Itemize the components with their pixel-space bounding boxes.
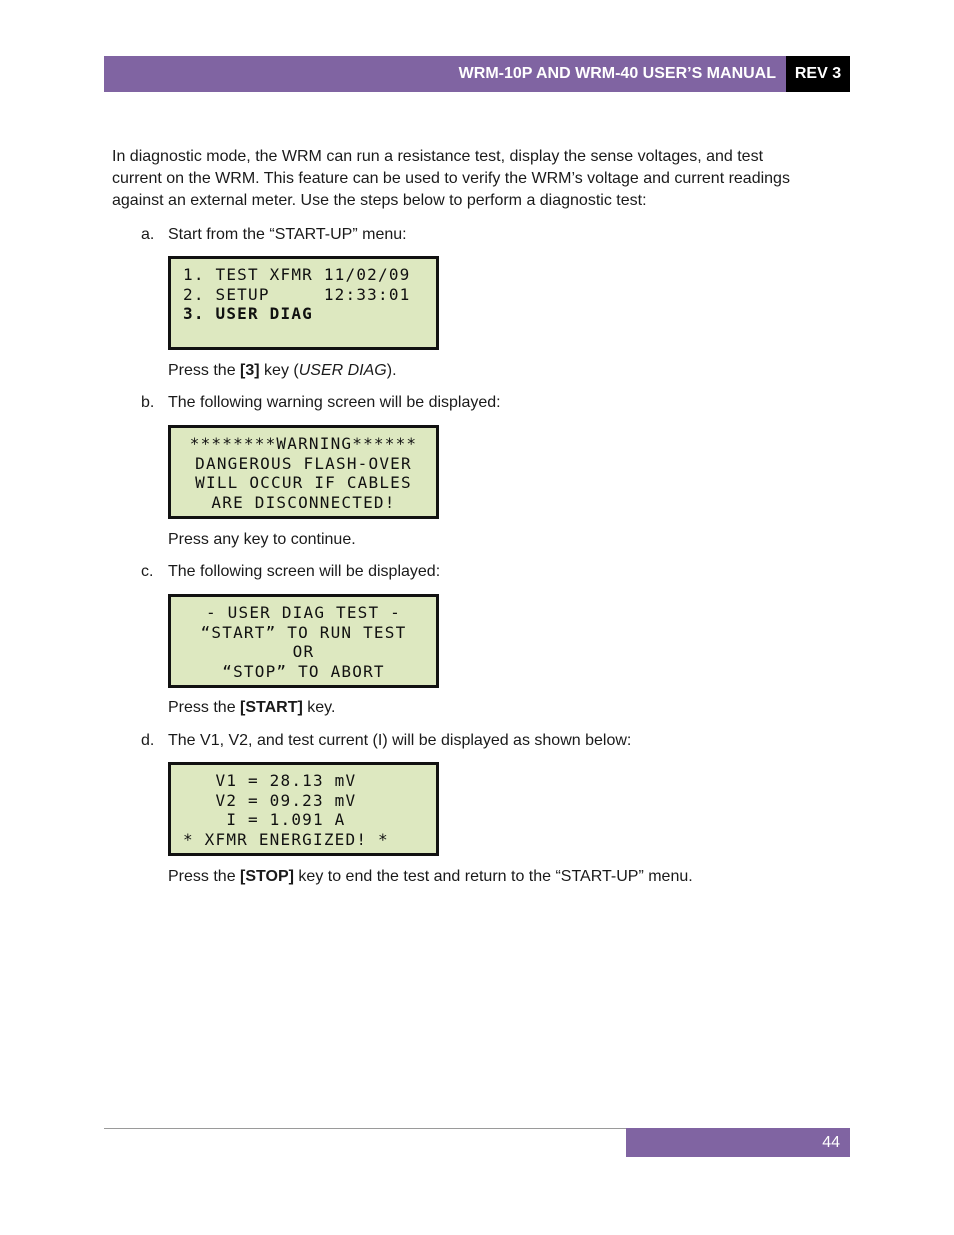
- key-3-label: [3]: [240, 362, 260, 379]
- revision-badge: [786, 56, 850, 92]
- instruction-text: Press the: [168, 868, 241, 885]
- step-b-text: The following warning screen will be displayed:: [168, 394, 501, 411]
- step-b-instruction: Press any key to continue.: [168, 531, 356, 548]
- instruction-text: key (: [259, 362, 299, 379]
- step-b-letter: b.: [141, 394, 155, 411]
- lcd-line: OR: [292, 642, 315, 661]
- step-d-letter: d.: [141, 732, 155, 749]
- lcd-line: ARE DISCONNECTED!: [211, 492, 396, 512]
- lcd-line: 1. TEST XFMR 11/02/09: [183, 265, 411, 284]
- lcd-line: “STOP” TO ABORT: [222, 661, 385, 681]
- step-d-text: The V1, V2, and test current (I) will be displayed as shown below:: [168, 732, 632, 749]
- footer-page-bar: [626, 1128, 850, 1157]
- lcd-line-selected: 3. USER DIAG: [183, 304, 313, 323]
- lcd-line: WILL OCCUR IF CABLES: [195, 473, 412, 492]
- instruction-text: ).: [386, 362, 397, 379]
- instruction-text: key.: [302, 699, 336, 716]
- manual-title: WRM-10P AND WRM-40 USER’S MANUAL: [458, 65, 776, 82]
- key-start-label: [START]: [240, 699, 303, 716]
- lcd-line: ********WARNING******: [189, 434, 418, 453]
- lcd-line: 2. SETUP 12:33:01: [183, 284, 411, 304]
- lcd-line: - USER DIAG TEST -: [206, 603, 401, 622]
- step-a-text: Start from the “START-UP” menu:: [168, 226, 407, 243]
- step-d-instruction: [168, 866, 693, 888]
- lcd-readings-screen: [168, 762, 439, 856]
- lcd-startup-menu: [168, 256, 439, 350]
- revision-label: REV 3: [794, 65, 842, 82]
- intro-paragraph: In diagnostic mode, the WRM can run a resistance test, display the sense voltages, and test current on the WRM. This feature can be used to verify the WRM’s voltage and current readings against an external meter. Use the steps below to perform a diagnostic test:: [112, 148, 790, 209]
- header-title-bar: [104, 56, 786, 92]
- instruction-text: key to end the test and return to the “START-UP” menu.: [293, 868, 693, 885]
- step-a-letter: a.: [141, 226, 155, 243]
- instruction-text: Press the: [168, 699, 241, 716]
- step-c-text: The following screen will be displayed:: [168, 563, 441, 580]
- key-stop-label: [STOP]: [240, 868, 294, 885]
- lcd-line: DANGEROUS FLASH-OVER: [195, 453, 412, 473]
- lcd-warning-screen: [168, 425, 439, 519]
- step-a-instruction: [168, 360, 397, 382]
- instruction-text: Press the: [168, 362, 241, 379]
- lcd-line: V2 = 09.23 mV: [183, 790, 357, 810]
- lcd-line: I = 1.091 A: [183, 810, 346, 829]
- page-number: 44: [822, 1133, 840, 1151]
- instruction-italic: USER DIAG: [298, 362, 387, 379]
- step-c-instruction: [168, 697, 335, 719]
- lcd-user-diag-screen: [168, 594, 439, 688]
- lcd-line: V1 = 28.13 mV: [183, 771, 357, 790]
- lcd-line: * XFMR ENERGIZED! *: [183, 829, 389, 849]
- lcd-line: [183, 324, 428, 344]
- lcd-line: “START” TO RUN TEST: [200, 622, 407, 642]
- step-c-letter: c.: [141, 563, 154, 580]
